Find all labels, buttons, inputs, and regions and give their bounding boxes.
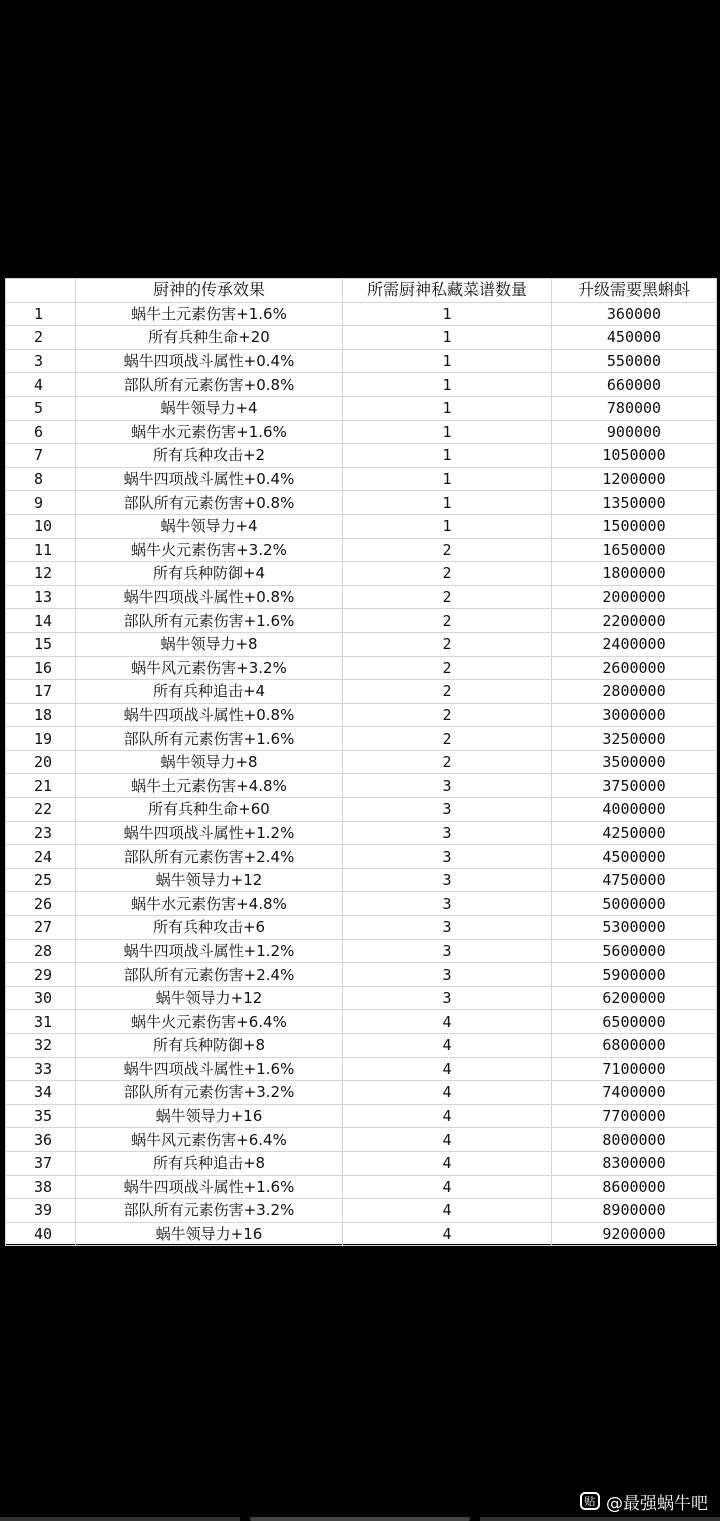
table-row [6, 373, 717, 397]
recipe-count-cell: 1 [343, 514, 552, 538]
row-index: 16 [6, 656, 76, 680]
row-index: 19 [6, 727, 76, 751]
recipe-count-cell: 2 [343, 538, 552, 562]
recipe-count-cell: 2 [343, 562, 552, 586]
recipe-count-cell: 1 [343, 302, 552, 326]
table-row [6, 538, 717, 562]
row-index: 40 [6, 1222, 76, 1246]
recipe-count-cell: 3 [343, 821, 552, 845]
effect-cell: 蜗牛四项战斗属性+1.2% [76, 939, 343, 963]
inheritance-table [5, 278, 717, 1246]
tadpole-cost-cell: 5600000 [552, 939, 717, 963]
effect-cell: 蜗牛四项战斗属性+0.4% [76, 467, 343, 491]
recipe-count-cell: 2 [343, 727, 552, 751]
recipe-count-cell: 1 [343, 420, 552, 444]
row-index: 34 [6, 1081, 76, 1105]
table-row [6, 939, 717, 963]
row-index: 10 [6, 514, 76, 538]
tadpole-cost-cell: 4250000 [552, 821, 717, 845]
recipe-count-cell: 3 [343, 774, 552, 798]
tadpole-cost-cell: 550000 [552, 349, 717, 373]
tadpole-cost-cell: 1050000 [552, 444, 717, 468]
effect-cell: 蜗牛火元素伤害+3.2% [76, 538, 343, 562]
table-row [6, 868, 717, 892]
effect-cell: 蜗牛领导力+16 [76, 1104, 343, 1128]
tadpole-cost-cell: 5000000 [552, 892, 717, 916]
row-index: 39 [6, 1199, 76, 1223]
nav-segment-left [0, 1517, 240, 1521]
row-index: 1 [6, 302, 76, 326]
recipe-count-cell: 1 [343, 349, 552, 373]
effect-cell: 部队所有元素伤害+1.6% [76, 609, 343, 633]
table-row [6, 1222, 717, 1246]
row-index: 11 [6, 538, 76, 562]
recipe-count-cell: 3 [343, 939, 552, 963]
effect-cell: 蜗牛领导力+4 [76, 514, 343, 538]
row-index: 25 [6, 868, 76, 892]
recipe-count-cell: 2 [343, 656, 552, 680]
recipe-count-cell: 2 [343, 703, 552, 727]
table-row [6, 1057, 717, 1081]
effect-cell: 所有兵种生命+60 [76, 798, 343, 822]
row-index: 26 [6, 892, 76, 916]
table-row [6, 1034, 717, 1058]
effect-cell: 部队所有元素伤害+1.6% [76, 727, 343, 751]
tieba-logo-icon: 贴 [580, 1492, 600, 1510]
table-row [6, 491, 717, 515]
tadpole-cost-cell: 8900000 [552, 1199, 717, 1223]
tadpole-cost-cell: 1800000 [552, 562, 717, 586]
table-row [6, 467, 717, 491]
row-index: 15 [6, 632, 76, 656]
effect-cell: 所有兵种生命+20 [76, 326, 343, 350]
tadpole-cost-cell: 780000 [552, 396, 717, 420]
row-index: 4 [6, 373, 76, 397]
effect-cell: 部队所有元素伤害+3.2% [76, 1199, 343, 1223]
recipe-count-cell: 4 [343, 1175, 552, 1199]
tadpole-cost-cell: 9200000 [552, 1222, 717, 1246]
tadpole-cost-cell: 6200000 [552, 986, 717, 1010]
tadpole-cost-cell: 5300000 [552, 916, 717, 940]
effect-cell: 所有兵种追击+8 [76, 1151, 343, 1175]
recipe-count-cell: 3 [343, 845, 552, 869]
row-index: 31 [6, 1010, 76, 1034]
recipe-count-cell: 3 [343, 798, 552, 822]
row-index: 24 [6, 845, 76, 869]
recipe-count-cell: 4 [343, 1081, 552, 1105]
effect-cell: 蜗牛四项战斗属性+1.6% [76, 1175, 343, 1199]
recipe-count-cell: 4 [343, 1010, 552, 1034]
table-row [6, 821, 717, 845]
table-row [6, 1010, 717, 1034]
effect-cell: 蜗牛风元素伤害+3.2% [76, 656, 343, 680]
tadpole-cost-cell: 6500000 [552, 1010, 717, 1034]
tadpole-cost-cell: 7400000 [552, 1081, 717, 1105]
effect-cell: 所有兵种防御+8 [76, 1034, 343, 1058]
recipe-count-cell: 4 [343, 1104, 552, 1128]
row-index: 28 [6, 939, 76, 963]
row-index: 8 [6, 467, 76, 491]
tadpole-cost-cell: 8000000 [552, 1128, 717, 1152]
recipe-count-cell: 4 [343, 1057, 552, 1081]
tadpole-cost-cell: 4000000 [552, 798, 717, 822]
effect-cell: 蜗牛土元素伤害+1.6% [76, 302, 343, 326]
recipe-count-cell: 4 [343, 1222, 552, 1246]
table-row [6, 514, 717, 538]
table-row [6, 420, 717, 444]
row-index: 35 [6, 1104, 76, 1128]
effect-cell: 蜗牛火元素伤害+6.4% [76, 1010, 343, 1034]
tadpole-cost-cell: 3750000 [552, 774, 717, 798]
tadpole-cost-cell: 3000000 [552, 703, 717, 727]
effect-cell: 所有兵种攻击+2 [76, 444, 343, 468]
effect-cell: 蜗牛四项战斗属性+1.2% [76, 821, 343, 845]
tadpole-cost-cell: 900000 [552, 420, 717, 444]
tadpole-cost-cell: 3250000 [552, 727, 717, 751]
row-index: 37 [6, 1151, 76, 1175]
table-row [6, 1104, 717, 1128]
row-index: 27 [6, 916, 76, 940]
table-row [6, 774, 717, 798]
spreadsheet [5, 278, 716, 1244]
table-row [6, 1081, 717, 1105]
recipe-count-cell: 2 [343, 585, 552, 609]
watermark [580, 1481, 708, 1521]
table-row [6, 892, 717, 916]
tadpole-cost-cell: 660000 [552, 373, 717, 397]
table-row [6, 349, 717, 373]
effect-cell: 蜗牛水元素伤害+1.6% [76, 420, 343, 444]
recipe-count-cell: 4 [343, 1199, 552, 1223]
table-row [6, 562, 717, 586]
recipe-count-cell: 1 [343, 467, 552, 491]
header-recipe-count: 所需厨神私藏菜谱数量 [343, 279, 552, 303]
row-index: 13 [6, 585, 76, 609]
table-row [6, 798, 717, 822]
tadpole-cost-cell: 5900000 [552, 963, 717, 987]
table-row [6, 656, 717, 680]
row-index: 18 [6, 703, 76, 727]
recipe-count-cell: 3 [343, 916, 552, 940]
recipe-count-cell: 3 [343, 892, 552, 916]
table-row [6, 1175, 717, 1199]
table-row [6, 963, 717, 987]
effect-cell: 部队所有元素伤害+0.8% [76, 491, 343, 515]
tadpole-cost-cell: 8600000 [552, 1175, 717, 1199]
row-index: 5 [6, 396, 76, 420]
recipe-count-cell: 2 [343, 750, 552, 774]
table-row [6, 302, 717, 326]
table-row [6, 585, 717, 609]
header-row [6, 279, 717, 303]
home-indicator [250, 1517, 470, 1521]
table-row [6, 986, 717, 1010]
tadpole-cost-cell: 2200000 [552, 609, 717, 633]
effect-cell: 蜗牛土元素伤害+4.8% [76, 774, 343, 798]
effect-cell: 蜗牛领导力+16 [76, 1222, 343, 1246]
table-row [6, 326, 717, 350]
row-index: 6 [6, 420, 76, 444]
effect-cell: 蜗牛领导力+4 [76, 396, 343, 420]
effect-cell: 所有兵种防御+4 [76, 562, 343, 586]
row-index: 33 [6, 1057, 76, 1081]
tadpole-cost-cell: 2800000 [552, 680, 717, 704]
row-index: 30 [6, 986, 76, 1010]
table-row [6, 444, 717, 468]
tadpole-cost-cell: 360000 [552, 302, 717, 326]
header-tadpole-cost: 升级需要黑蝌蚪 [552, 279, 717, 303]
recipe-count-cell: 1 [343, 491, 552, 515]
effect-cell: 所有兵种攻击+6 [76, 916, 343, 940]
effect-cell: 部队所有元素伤害+3.2% [76, 1081, 343, 1105]
tadpole-cost-cell: 1200000 [552, 467, 717, 491]
tadpole-cost-cell: 6800000 [552, 1034, 717, 1058]
effect-cell: 蜗牛风元素伤害+6.4% [76, 1128, 343, 1152]
effect-cell: 蜗牛四项战斗属性+0.4% [76, 349, 343, 373]
effect-cell: 部队所有元素伤害+2.4% [76, 963, 343, 987]
effect-cell: 蜗牛领导力+12 [76, 868, 343, 892]
table-row [6, 845, 717, 869]
row-index: 29 [6, 963, 76, 987]
table-row [6, 750, 717, 774]
row-index: 17 [6, 680, 76, 704]
recipe-count-cell: 1 [343, 373, 552, 397]
effect-cell: 部队所有元素伤害+2.4% [76, 845, 343, 869]
row-index: 3 [6, 349, 76, 373]
effect-cell: 蜗牛水元素伤害+4.8% [76, 892, 343, 916]
row-index: 32 [6, 1034, 76, 1058]
tadpole-cost-cell: 1350000 [552, 491, 717, 515]
row-index: 2 [6, 326, 76, 350]
effect-cell: 蜗牛领导力+8 [76, 750, 343, 774]
row-index: 12 [6, 562, 76, 586]
tadpole-cost-cell: 1500000 [552, 514, 717, 538]
row-index: 23 [6, 821, 76, 845]
tadpole-cost-cell: 2400000 [552, 632, 717, 656]
tadpole-cost-cell: 2600000 [552, 656, 717, 680]
tadpole-cost-cell: 2000000 [552, 585, 717, 609]
header-index [6, 279, 76, 303]
effect-cell: 蜗牛领导力+8 [76, 632, 343, 656]
table-row [6, 680, 717, 704]
table-row [6, 916, 717, 940]
row-index: 7 [6, 444, 76, 468]
tadpole-cost-cell: 4750000 [552, 868, 717, 892]
tadpole-cost-cell: 8300000 [552, 1151, 717, 1175]
effect-cell: 蜗牛领导力+12 [76, 986, 343, 1010]
tadpole-cost-cell: 4500000 [552, 845, 717, 869]
recipe-count-cell: 2 [343, 680, 552, 704]
recipe-count-cell: 4 [343, 1151, 552, 1175]
table-row [6, 609, 717, 633]
table-row [6, 727, 717, 751]
recipe-count-cell: 3 [343, 963, 552, 987]
table-row [6, 632, 717, 656]
recipe-count-cell: 3 [343, 868, 552, 892]
tadpole-cost-cell: 7700000 [552, 1104, 717, 1128]
recipe-count-cell: 3 [343, 986, 552, 1010]
row-index: 20 [6, 750, 76, 774]
header-effect: 厨神的传承效果 [76, 279, 343, 303]
row-index: 14 [6, 609, 76, 633]
table-body [6, 302, 717, 1246]
table-row [6, 1128, 717, 1152]
effect-cell: 蜗牛四项战斗属性+1.6% [76, 1057, 343, 1081]
row-index: 22 [6, 798, 76, 822]
tadpole-cost-cell: 7100000 [552, 1057, 717, 1081]
table-row [6, 1151, 717, 1175]
row-index: 36 [6, 1128, 76, 1152]
recipe-count-cell: 1 [343, 396, 552, 420]
recipe-count-cell: 4 [343, 1034, 552, 1058]
effect-cell: 蜗牛四项战斗属性+0.8% [76, 585, 343, 609]
recipe-count-cell: 1 [343, 326, 552, 350]
tadpole-cost-cell: 450000 [552, 326, 717, 350]
table-row [6, 396, 717, 420]
recipe-count-cell: 2 [343, 609, 552, 633]
tadpole-cost-cell: 1650000 [552, 538, 717, 562]
bottom-bar [0, 1481, 720, 1521]
effect-cell: 部队所有元素伤害+0.8% [76, 373, 343, 397]
watermark-text: @最强蜗牛吧 [606, 1493, 708, 1514]
row-index: 21 [6, 774, 76, 798]
table-row [6, 1199, 717, 1223]
effect-cell: 蜗牛四项战斗属性+0.8% [76, 703, 343, 727]
tadpole-cost-cell: 3500000 [552, 750, 717, 774]
recipe-count-cell: 2 [343, 632, 552, 656]
row-index: 9 [6, 491, 76, 515]
row-index: 38 [6, 1175, 76, 1199]
table-row [6, 703, 717, 727]
recipe-count-cell: 1 [343, 444, 552, 468]
effect-cell: 所有兵种追击+4 [76, 680, 343, 704]
recipe-count-cell: 4 [343, 1128, 552, 1152]
